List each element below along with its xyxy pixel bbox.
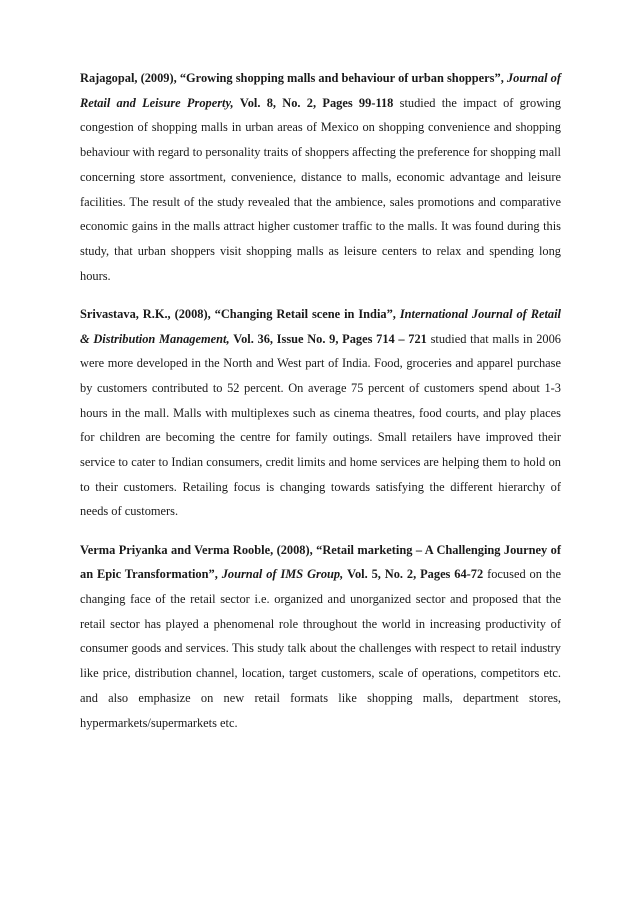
reference-entry-rajagopal xyxy=(80,66,561,288)
summary-text: studied that malls in 2006 were more developed in the North and West part of India. Food, groceries and apparel purchase by customers contributed to 52 percent. On average 75 percent of customers spend about 1-3 hours in the mall. Malls with multiplexes such as cinema theatres, food courts, and play places for children are becoming the centre for family outings. Small retailers have improved their service to cater to Indian consumers, credit limits and home services are helping them to hold on to their customers. Retailing focus is changing towards satisfying the different hierarchy of needs of customers. xyxy=(80,331,561,519)
volume-pages: Vol. 5, No. 2, Pages 64-72 xyxy=(347,567,484,582)
citation-authors: Verma Priyanka and Verma Rooble, (2008), “Retail marketing – A Challenging Journey of an Epic Transformation”, xyxy=(80,542,561,582)
citation-authors: Rajagopal, (2009), “Growing shopping malls and behaviour of urban shoppers”, xyxy=(80,71,504,85)
reference-entry-srivastava xyxy=(80,302,561,524)
journal-title: Journal of Retail and Leisure Property, xyxy=(80,71,561,110)
document-page xyxy=(80,66,561,749)
citation-authors: Srivastava, R.K., (2008), “Changing Retail scene in India”, xyxy=(80,306,396,321)
summary-text: studied the impact of growing congestion of shopping malls in urban areas of Mexico on shopping convenience and shopping behaviour with regard to personality traits of shoppers affecting the preference for shopping mall concerning store assortment, convenience, distance to malls, economic advantage and leisure facilities. The result of the study revealed that the ambience, sales promotions and comparative economic gains in the malls attract higher customer traffic to the malls. It was found during this study, that urban shoppers visit shopping malls as leisure centers to relax and spending long hours. xyxy=(80,95,561,283)
journal-title: Journal of IMS Group, xyxy=(221,567,344,582)
volume-pages: Vol. 8, No. 2, Pages 99-118 xyxy=(239,95,394,110)
volume-pages: Vol. 36, Issue No. 9, Pages 714 – 721 xyxy=(233,331,427,346)
journal-title: International Journal of Retail & Distribution Management, xyxy=(80,306,561,346)
summary-text: focused on the changing face of the retail sector i.e. organized and unorganized sector and proposed that the retail sector has played a phenomenal role throughout the world in increasing productivity of consumer goods and services. This study talk about the challenges with respect to retail industry like price, distribution channel, location, target customers, scale of operations, competitors etc. and also emphasize on new retail formats like shopping malls, department stores, hypermarkets/supermarkets etc. xyxy=(80,567,561,730)
reference-entry-verma xyxy=(80,538,561,736)
